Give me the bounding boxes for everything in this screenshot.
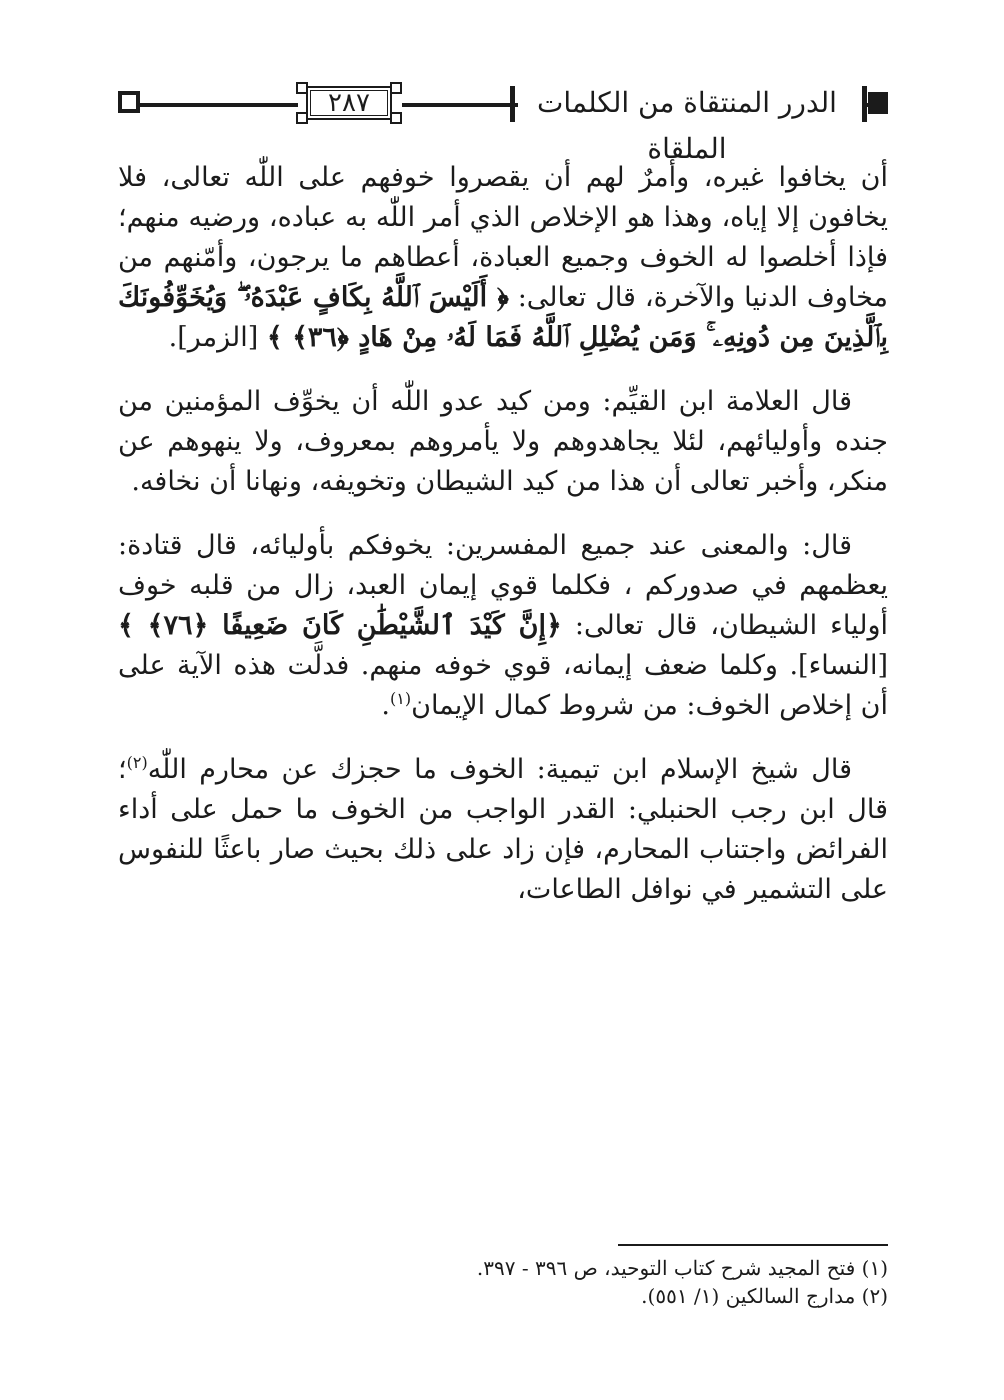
paragraph-text: أن يخافوا غيره، وأمرٌ لهم أن يقصروا خوفهم على اللّٰه تعالى، فلا يخافون إلا إياه، وهذا هو الإخلاص الذي أمر اللّٰه به عباده، ورضيه منهم؛ فإذا أخلصوا له الخوف وجميع العبادة، أعطاهم ما يرجون، وأمّنهم من مخاوف الدنيا والآخرة، قال تعالى: — [118, 162, 888, 313]
paragraph-text: قال شيخ الإسلام ابن تيمية: الخوف ما حجزك عن محارم اللّٰه — [147, 754, 852, 785]
paragraph-1 — [118, 158, 888, 358]
header-bar-left — [510, 86, 515, 122]
header-rule-left — [140, 103, 298, 107]
paragraph-text: قال: والمعنى عند جميع المفسرين: يخوفكم بأوليائه، قال قتادة: يعظمهم في صدوركم ، فكلما قوي إيمان العبد، زال من قلبه خوف أولياء الشيطان، قال تعالى: — [118, 530, 889, 641]
quran-verse: ﴿إِنَّ كَيْدَ ٱلشَّيْطَٰنِ كَانَ ضَعِيفًا ﴿٧٦﴾ ﴾ — [118, 610, 562, 641]
paragraph-text: ؛ قال ابن رجب الحنبلي: القدر الواجب من الخوف ما حمل على أداء الفرائض واجتناب المحارم، فإن زاد على ذلك بحيث صار باعثًا للنفوس على التشمير في نوافل الطاعات، — [118, 754, 888, 905]
footnote-ref-1[interactable]: (١) — [390, 689, 412, 708]
footnote-separator — [618, 1244, 888, 1246]
ornament-square-filled — [868, 92, 888, 114]
page-number-box — [296, 82, 402, 126]
footnote-1: (١) فتح المجيد شرح كتاب التوحيد، ص ٣٩٦ - ٣٩٧. — [476, 1256, 888, 1280]
header-rule-mid — [402, 103, 518, 107]
main-text — [118, 158, 888, 934]
footnotes — [118, 1254, 888, 1310]
surah-reference: [الزمر]. — [168, 322, 259, 353]
page-header — [118, 80, 888, 165]
paragraph-3 — [118, 526, 888, 726]
ornament-square-open — [118, 91, 140, 113]
footnote-ref-2[interactable]: (٢) — [126, 753, 148, 772]
page-number: ٢٨٧ — [328, 88, 370, 118]
quran-verse: ﴿ أَلَيْسَ ٱللَّهُ بِكَافٍ عَبْدَهُۥ ۖ وَيُخَوِّفُونَكَ بِٱلَّذِينَ مِن دُونِهِۦ ۚ وَمَن يُضْلِلِ ٱللَّهُ فَمَا لَهُۥ مِنْ هَادٍ ﴿٣٦﴾ ﴾ — [118, 282, 888, 353]
footnote-2: (٢) مدارج السالكين (١/ ٥٥١). — [641, 1284, 888, 1308]
surah-reference: [النساء]. — [789, 650, 888, 681]
running-title: الدرر المنتقاة من الكلمات الملقاة — [518, 80, 856, 126]
paragraph-2: قال العلامة ابن القيِّم: ومن كيد عدو اللّٰه أن يخوِّف المؤمنين من جنده وأوليائهم، لئلا يجاهدوهم ولا يأمروهم بمعروف، ولا ينهوهم عن منكر، وأخبر تعالى أن هذا من كيد الشيطان وتخويفه، ونهانا أن نخافه. — [118, 386, 888, 497]
paragraph-text: وكلما ضعف إيمانه، قوي خوفه منهم. فدلَّت هذه الآية على أن إخلاص الخوف: من شروط كمال الإيمان — [118, 650, 888, 721]
paragraph-end: . — [381, 690, 391, 721]
paragraph-4 — [118, 750, 888, 910]
